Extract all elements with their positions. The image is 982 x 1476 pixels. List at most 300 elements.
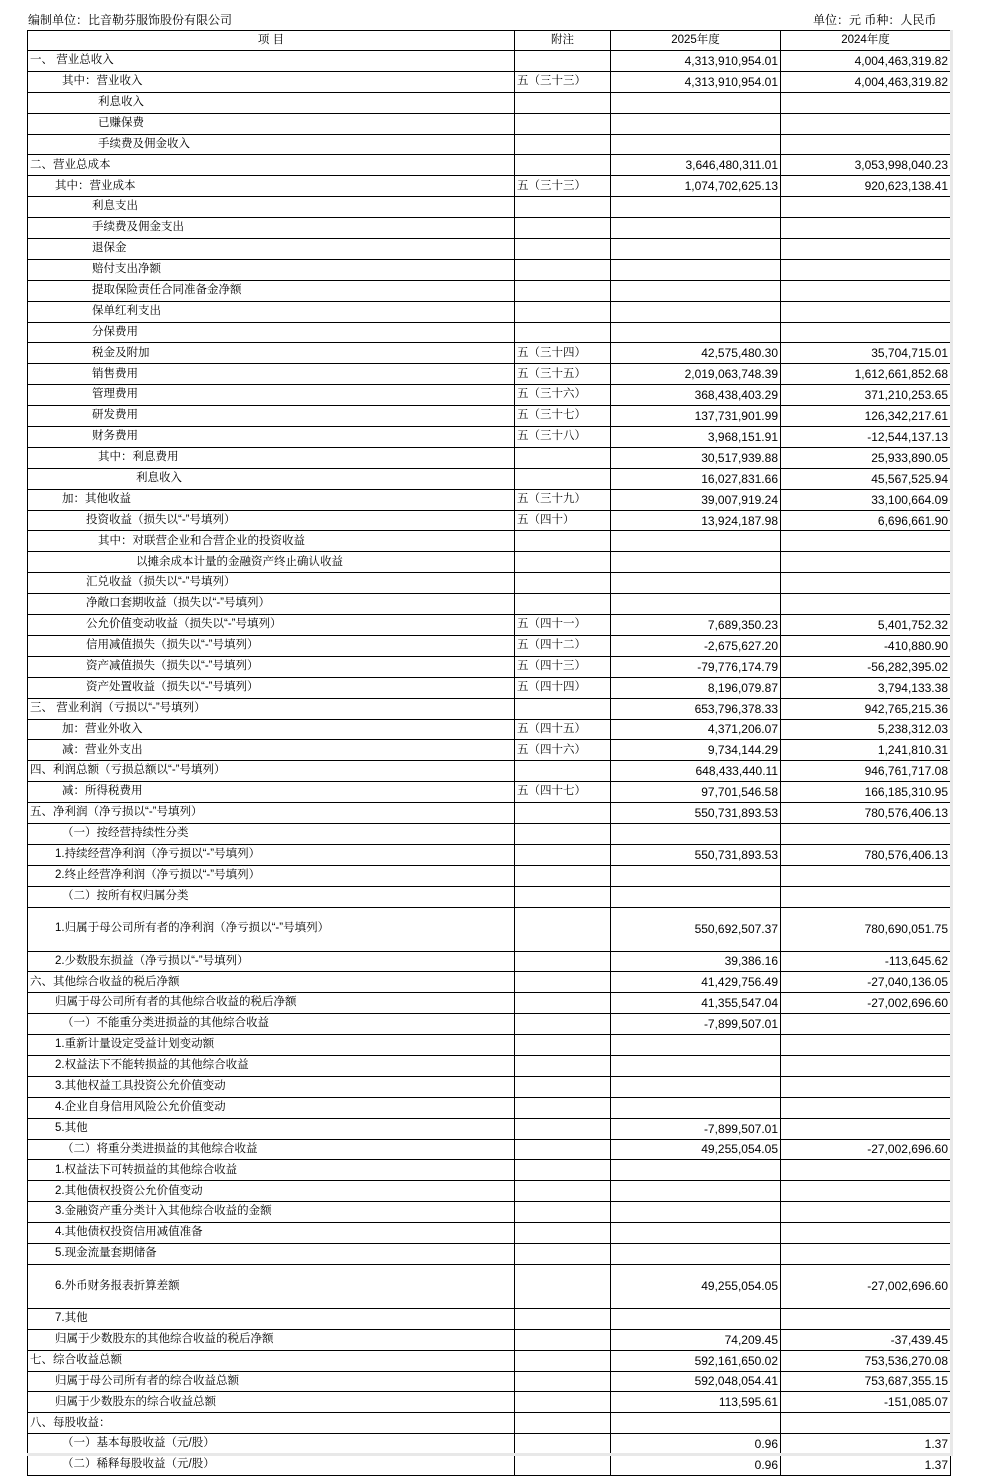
row-note: [515, 1455, 611, 1476]
row-note: 五（四十三）: [515, 656, 611, 677]
row-value-2024: [781, 1243, 951, 1264]
row-item-label: 7.其他: [28, 1308, 515, 1329]
row-value-2025: [611, 1181, 781, 1202]
row-value-2024: [781, 1014, 951, 1035]
row-note: [515, 803, 611, 824]
row-item-label: 三、 营业利润（亏损以“-”号填列）: [28, 698, 515, 719]
row-note: [515, 1097, 611, 1118]
row-note: 五（四十二）: [515, 635, 611, 656]
row-value-2024: 6,696,661.90: [781, 510, 951, 531]
row-item-label: 二、营业总成本: [28, 155, 515, 176]
column-header-2024: 2024年度: [781, 31, 951, 51]
row-value-2025: 49,255,054.05: [611, 1264, 781, 1308]
row-value-2024: 5,401,752.32: [781, 615, 951, 636]
row-value-2025: [611, 1076, 781, 1097]
row-value-2025: 1,074,702,625.13: [611, 176, 781, 197]
table-row: [28, 993, 951, 1014]
row-item-label: 5.现金流量套期储备: [28, 1243, 515, 1264]
row-value-2025: 39,386.16: [611, 951, 781, 972]
row-value-2025: [611, 1035, 781, 1056]
row-item-label: 利息收入: [28, 468, 515, 489]
row-item-label: 退保金: [28, 239, 515, 260]
row-value-2025: [611, 280, 781, 301]
row-note: [515, 92, 611, 113]
row-value-2024: [781, 239, 951, 260]
table-row: [28, 698, 951, 719]
row-value-2024: [781, 1097, 951, 1118]
row-value-2024: [781, 197, 951, 218]
row-value-2024: 166,185,310.95: [781, 782, 951, 803]
table-row: [28, 635, 951, 656]
table-row: [28, 1223, 951, 1244]
row-value-2024: [781, 1223, 951, 1244]
row-value-2024: 371,210,253.65: [781, 385, 951, 406]
table-row: [28, 239, 951, 260]
table-row: [28, 510, 951, 531]
row-value-2025: 49,255,054.05: [611, 1139, 781, 1160]
table-row: [28, 468, 951, 489]
row-note: [515, 594, 611, 615]
row-item-label: 1.持续经营净利润（净亏损以“-”号填列）: [28, 844, 515, 865]
row-note: 五（三十九）: [515, 489, 611, 510]
table-row: [28, 823, 951, 844]
table-row: [28, 155, 951, 176]
row-value-2024: [781, 1055, 951, 1076]
row-value-2024: [781, 886, 951, 907]
table-row: [28, 427, 951, 448]
row-value-2025: [611, 113, 781, 134]
row-value-2024: 753,536,270.08: [781, 1350, 951, 1371]
row-item-label: 2.少数股东损益（净亏损以“-”号填列）: [28, 951, 515, 972]
row-item-label: 税金及附加: [28, 343, 515, 364]
row-item-label: 研发费用: [28, 406, 515, 427]
row-note: [515, 1035, 611, 1056]
row-value-2024: 45,567,525.94: [781, 468, 951, 489]
row-item-label: 加：营业外收入: [28, 719, 515, 740]
row-note: [515, 301, 611, 322]
row-value-2025: [611, 865, 781, 886]
table-row: [28, 1202, 951, 1223]
row-note: [515, 907, 611, 951]
row-value-2024: [781, 1076, 951, 1097]
row-note: [515, 844, 611, 865]
row-value-2024: 1.37: [781, 1455, 951, 1476]
row-item-label: 4.其他债权投资信用减值准备: [28, 1223, 515, 1244]
row-item-label: 资产减值损失（损失以“-”号填列）: [28, 656, 515, 677]
row-value-2024: 753,687,355.15: [781, 1371, 951, 1392]
row-note: 五（三十八）: [515, 427, 611, 448]
row-note: [515, 993, 611, 1014]
row-item-label: 投资收益（损失以“-”号填列）: [28, 510, 515, 531]
row-value-2025: [611, 322, 781, 343]
row-item-label: 管理费用: [28, 385, 515, 406]
row-value-2024: [781, 1181, 951, 1202]
row-value-2024: -27,002,696.60: [781, 1264, 951, 1308]
row-value-2024: -12,544,137.13: [781, 427, 951, 448]
row-note: [515, 1413, 611, 1434]
row-item-label: （一）基本每股收益（元/股）: [28, 1434, 515, 1455]
row-value-2025: 42,575,480.30: [611, 343, 781, 364]
row-value-2024: 126,342,217.61: [781, 406, 951, 427]
table-row: [28, 1264, 951, 1308]
row-note: [515, 886, 611, 907]
row-note: 五（四十）: [515, 510, 611, 531]
row-item-label: 减：营业外支出: [28, 740, 515, 761]
row-note: [515, 155, 611, 176]
row-item-label: 已赚保费: [28, 113, 515, 134]
row-item-label: 八、每股收益：: [28, 1413, 515, 1434]
row-value-2024: [781, 301, 951, 322]
row-value-2025: 592,048,054.41: [611, 1371, 781, 1392]
table-row: [28, 343, 951, 364]
table-row: [28, 972, 951, 993]
table-row: [28, 1392, 951, 1413]
row-note: [515, 1181, 611, 1202]
row-value-2025: [611, 1243, 781, 1264]
row-item-label: 其中：营业成本: [28, 176, 515, 197]
row-item-label: 其中：营业收入: [28, 71, 515, 92]
row-value-2025: [611, 259, 781, 280]
row-note: 五（四十六）: [515, 740, 611, 761]
table-row: [28, 385, 951, 406]
row-value-2024: [781, 1160, 951, 1181]
table-body: [28, 51, 951, 1476]
row-value-2025: 550,731,893.53: [611, 803, 781, 824]
row-note: [515, 51, 611, 72]
row-value-2025: [611, 1223, 781, 1244]
table-row: [28, 1160, 951, 1181]
row-value-2024: [781, 573, 951, 594]
row-value-2024: 33,100,664.09: [781, 489, 951, 510]
row-note: [515, 1329, 611, 1350]
row-value-2025: [611, 531, 781, 552]
row-value-2025: 550,692,507.37: [611, 907, 781, 951]
row-note: [515, 1118, 611, 1139]
row-value-2025: 74,209.45: [611, 1329, 781, 1350]
row-value-2025: [611, 239, 781, 260]
table-row: [28, 761, 951, 782]
page-shadow-right: [950, 30, 953, 1454]
table-row: [28, 951, 951, 972]
table-row: [28, 1371, 951, 1392]
row-value-2025: [611, 1097, 781, 1118]
row-value-2024: [781, 594, 951, 615]
row-note: 五（四十一）: [515, 615, 611, 636]
row-value-2025: 13,924,187.98: [611, 510, 781, 531]
row-item-label: 其中：对联营企业和合营企业的投资收益: [28, 531, 515, 552]
table-row: [28, 1181, 951, 1202]
row-value-2024: 4,004,463,319.82: [781, 71, 951, 92]
row-value-2025: 41,429,756.49: [611, 972, 781, 993]
table-row: [28, 1139, 951, 1160]
row-note: [515, 1264, 611, 1308]
row-value-2025: [611, 1308, 781, 1329]
row-value-2025: [611, 1202, 781, 1223]
table-row: [28, 113, 951, 134]
row-value-2025: [611, 886, 781, 907]
table-row: [28, 197, 951, 218]
row-item-label: 一、 营业总收入: [28, 51, 515, 72]
table-header-row: [28, 31, 951, 51]
row-note: [515, 1308, 611, 1329]
row-value-2025: -79,776,174.79: [611, 656, 781, 677]
row-note: 五（三十六）: [515, 385, 611, 406]
table-row: [28, 489, 951, 510]
row-item-label: 手续费及佣金支出: [28, 218, 515, 239]
row-note: [515, 1223, 611, 1244]
row-value-2025: [611, 92, 781, 113]
row-note: 五（四十七）: [515, 782, 611, 803]
table-row: [28, 552, 951, 573]
row-value-2025: [611, 218, 781, 239]
row-note: [515, 239, 611, 260]
row-value-2025: [611, 134, 781, 155]
row-value-2024: -27,002,696.60: [781, 1139, 951, 1160]
row-value-2025: [611, 823, 781, 844]
row-value-2024: 3,794,133.38: [781, 677, 951, 698]
currency-unit-label: 单位：元 币种：人民币: [813, 13, 937, 27]
table-row: [28, 1118, 951, 1139]
row-value-2024: [781, 531, 951, 552]
row-item-label: 3.金融资产重分类计入其他综合收益的金额: [28, 1202, 515, 1223]
row-item-label: 信用减值损失（损失以“-”号填列）: [28, 635, 515, 656]
table-row: [28, 844, 951, 865]
row-note: [515, 259, 611, 280]
row-note: [515, 1014, 611, 1035]
row-item-label: 提取保险责任合同准备金净额: [28, 280, 515, 301]
row-item-label: 七、综合收益总额: [28, 1350, 515, 1371]
row-note: [515, 552, 611, 573]
row-value-2025: [611, 1413, 781, 1434]
table-row: [28, 176, 951, 197]
row-item-label: 5.其他: [28, 1118, 515, 1139]
row-note: [515, 1160, 611, 1181]
row-item-label: 归属于少数股东的其他综合收益的税后净额: [28, 1329, 515, 1350]
table-row: [28, 280, 951, 301]
table-row: [28, 594, 951, 615]
row-note: 五（四十四）: [515, 677, 611, 698]
row-note: [515, 218, 611, 239]
row-value-2024: 1.37: [781, 1434, 951, 1455]
row-value-2024: [781, 280, 951, 301]
row-item-label: 手续费及佣金收入: [28, 134, 515, 155]
row-item-label: 4.企业自身信用风险公允价值变动: [28, 1097, 515, 1118]
row-note: [515, 1392, 611, 1413]
row-note: [515, 1350, 611, 1371]
table-row: [28, 1076, 951, 1097]
row-value-2025: 4,371,206.07: [611, 719, 781, 740]
row-value-2024: -113,645.62: [781, 951, 951, 972]
row-item-label: 四、利润总额（亏损总额以“-”号填列）: [28, 761, 515, 782]
row-note: [515, 280, 611, 301]
row-note: [515, 865, 611, 886]
row-item-label: 3.其他权益工具投资公允价值变动: [28, 1076, 515, 1097]
row-note: 五（四十五）: [515, 719, 611, 740]
row-value-2024: [781, 552, 951, 573]
row-value-2024: 780,576,406.13: [781, 844, 951, 865]
row-value-2024: 942,765,215.36: [781, 698, 951, 719]
table-row: [28, 886, 951, 907]
row-note: [515, 322, 611, 343]
row-value-2024: -27,040,136.05: [781, 972, 951, 993]
table-row: [28, 615, 951, 636]
table-row: [28, 1308, 951, 1329]
row-item-label: 汇兑收益（损失以“-”号填列）: [28, 573, 515, 594]
row-item-label: 公允价值变动收益（损失以“-”号填列）: [28, 615, 515, 636]
table-row: [28, 322, 951, 343]
row-note: [515, 951, 611, 972]
row-value-2024: 1,241,810.31: [781, 740, 951, 761]
table-row: [28, 1035, 951, 1056]
row-value-2025: 113,595.61: [611, 1392, 781, 1413]
table-row: [28, 656, 951, 677]
row-item-label: 归属于少数股东的综合收益总额: [28, 1392, 515, 1413]
table-row: [28, 51, 951, 72]
row-value-2025: 30,517,939.88: [611, 447, 781, 468]
page-shadow-bottom: [27, 1453, 953, 1456]
row-note: 五（三十五）: [515, 364, 611, 385]
row-value-2025: 648,433,440.11: [611, 761, 781, 782]
row-value-2025: 3,646,480,311.01: [611, 155, 781, 176]
table-row: [28, 218, 951, 239]
row-item-label: （二）按所有权归属分类: [28, 886, 515, 907]
row-value-2024: [781, 1413, 951, 1434]
row-value-2025: [611, 1055, 781, 1076]
row-note: [515, 197, 611, 218]
row-value-2024: 5,238,312.03: [781, 719, 951, 740]
table-row: [28, 865, 951, 886]
row-item-label: 六、其他综合收益的税后净额: [28, 972, 515, 993]
table-row: [28, 782, 951, 803]
row-item-label: 2.终止经营净利润（净亏损以“-”号填列）: [28, 865, 515, 886]
row-item-label: 减：所得税费用: [28, 782, 515, 803]
table-row: [28, 719, 951, 740]
row-value-2024: -27,002,696.60: [781, 993, 951, 1014]
row-item-label: 利息支出: [28, 197, 515, 218]
row-value-2024: [781, 92, 951, 113]
row-value-2025: [611, 573, 781, 594]
row-note: [515, 1434, 611, 1455]
table-row: [28, 92, 951, 113]
table-row: [28, 1329, 951, 1350]
income-statement-table: [27, 30, 951, 1476]
row-value-2024: [781, 259, 951, 280]
row-value-2024: 35,704,715.01: [781, 343, 951, 364]
row-value-2024: 1,612,661,852.68: [781, 364, 951, 385]
row-note: [515, 468, 611, 489]
row-value-2024: -410,880.90: [781, 635, 951, 656]
row-item-label: （二）将重分类进损益的其他综合收益: [28, 1139, 515, 1160]
row-item-label: 1.重新计量设定受益计划变动额: [28, 1035, 515, 1056]
row-note: [515, 134, 611, 155]
column-header-item: 项 目: [28, 31, 515, 51]
row-value-2024: [781, 113, 951, 134]
row-note: 五（三十七）: [515, 406, 611, 427]
row-value-2025: [611, 301, 781, 322]
row-value-2025: 97,701,546.58: [611, 782, 781, 803]
row-value-2025: 4,313,910,954.01: [611, 51, 781, 72]
row-value-2024: [781, 1118, 951, 1139]
row-item-label: 1.归属于母公司所有者的净利润（净亏损以“-”号填列）: [28, 907, 515, 951]
row-item-label: 分保费用: [28, 322, 515, 343]
row-item-label: 6.外币财务报表折算差额: [28, 1264, 515, 1308]
row-item-label: 1.权益法下可转损益的其他综合收益: [28, 1160, 515, 1181]
row-value-2024: 4,004,463,319.82: [781, 51, 951, 72]
row-value-2025: 0.96: [611, 1434, 781, 1455]
row-note: [515, 1139, 611, 1160]
table-row: [28, 364, 951, 385]
row-item-label: 2.权益法下不能转损益的其他综合收益: [28, 1055, 515, 1076]
row-note: [515, 1055, 611, 1076]
row-value-2025: 4,313,910,954.01: [611, 71, 781, 92]
row-item-label: 赔付支出净额: [28, 259, 515, 280]
row-value-2024: [781, 134, 951, 155]
row-value-2025: [611, 594, 781, 615]
table-row: [28, 301, 951, 322]
table-row: [28, 803, 951, 824]
row-value-2024: [781, 1202, 951, 1223]
row-note: [515, 447, 611, 468]
row-item-label: （一）按经营持续性分类: [28, 823, 515, 844]
table-row: [28, 1455, 951, 1476]
row-value-2025: 16,027,831.66: [611, 468, 781, 489]
row-value-2025: 137,731,901.99: [611, 406, 781, 427]
row-item-label: 归属于母公司所有者的综合收益总额: [28, 1371, 515, 1392]
table-row: [28, 907, 951, 951]
row-value-2024: 780,576,406.13: [781, 803, 951, 824]
column-header-2025: 2025年度: [611, 31, 781, 51]
row-value-2025: 592,161,650.02: [611, 1350, 781, 1371]
row-value-2024: -37,439.45: [781, 1329, 951, 1350]
row-value-2025: 653,796,378.33: [611, 698, 781, 719]
row-note: [515, 113, 611, 134]
row-item-label: 2.其他债权投资公允价值变动: [28, 1181, 515, 1202]
row-value-2025: [611, 552, 781, 573]
row-note: [515, 573, 611, 594]
row-item-label: 利息收入: [28, 92, 515, 113]
table-row: [28, 740, 951, 761]
row-value-2024: 920,623,138.41: [781, 176, 951, 197]
row-value-2025: 3,968,151.91: [611, 427, 781, 448]
row-note: 五（三十四）: [515, 343, 611, 364]
company-label: 编制单位：比音勒芬服饰股份有限公司: [28, 13, 233, 27]
row-value-2024: [781, 1308, 951, 1329]
row-item-label: 资产处置收益（损失以“-”号填列）: [28, 677, 515, 698]
table-row: [28, 447, 951, 468]
table-row: [28, 134, 951, 155]
row-value-2025: 368,438,403.29: [611, 385, 781, 406]
row-note: [515, 531, 611, 552]
row-value-2024: [781, 823, 951, 844]
table-row: [28, 406, 951, 427]
row-note: [515, 698, 611, 719]
table-row: [28, 1055, 951, 1076]
row-value-2025: 41,355,547.04: [611, 993, 781, 1014]
table-row: [28, 71, 951, 92]
table-row: [28, 573, 951, 594]
row-value-2025: 550,731,893.53: [611, 844, 781, 865]
row-note: [515, 1202, 611, 1223]
row-item-label: 其中：利息费用: [28, 447, 515, 468]
row-item-label: 加：其他收益: [28, 489, 515, 510]
row-value-2024: [781, 322, 951, 343]
table-row: [28, 1014, 951, 1035]
row-value-2024: [781, 865, 951, 886]
row-value-2025: 9,734,144.29: [611, 740, 781, 761]
table-row: [28, 677, 951, 698]
row-item-label: （一）不能重分类进损益的其他综合收益: [28, 1014, 515, 1035]
row-value-2025: [611, 1160, 781, 1181]
